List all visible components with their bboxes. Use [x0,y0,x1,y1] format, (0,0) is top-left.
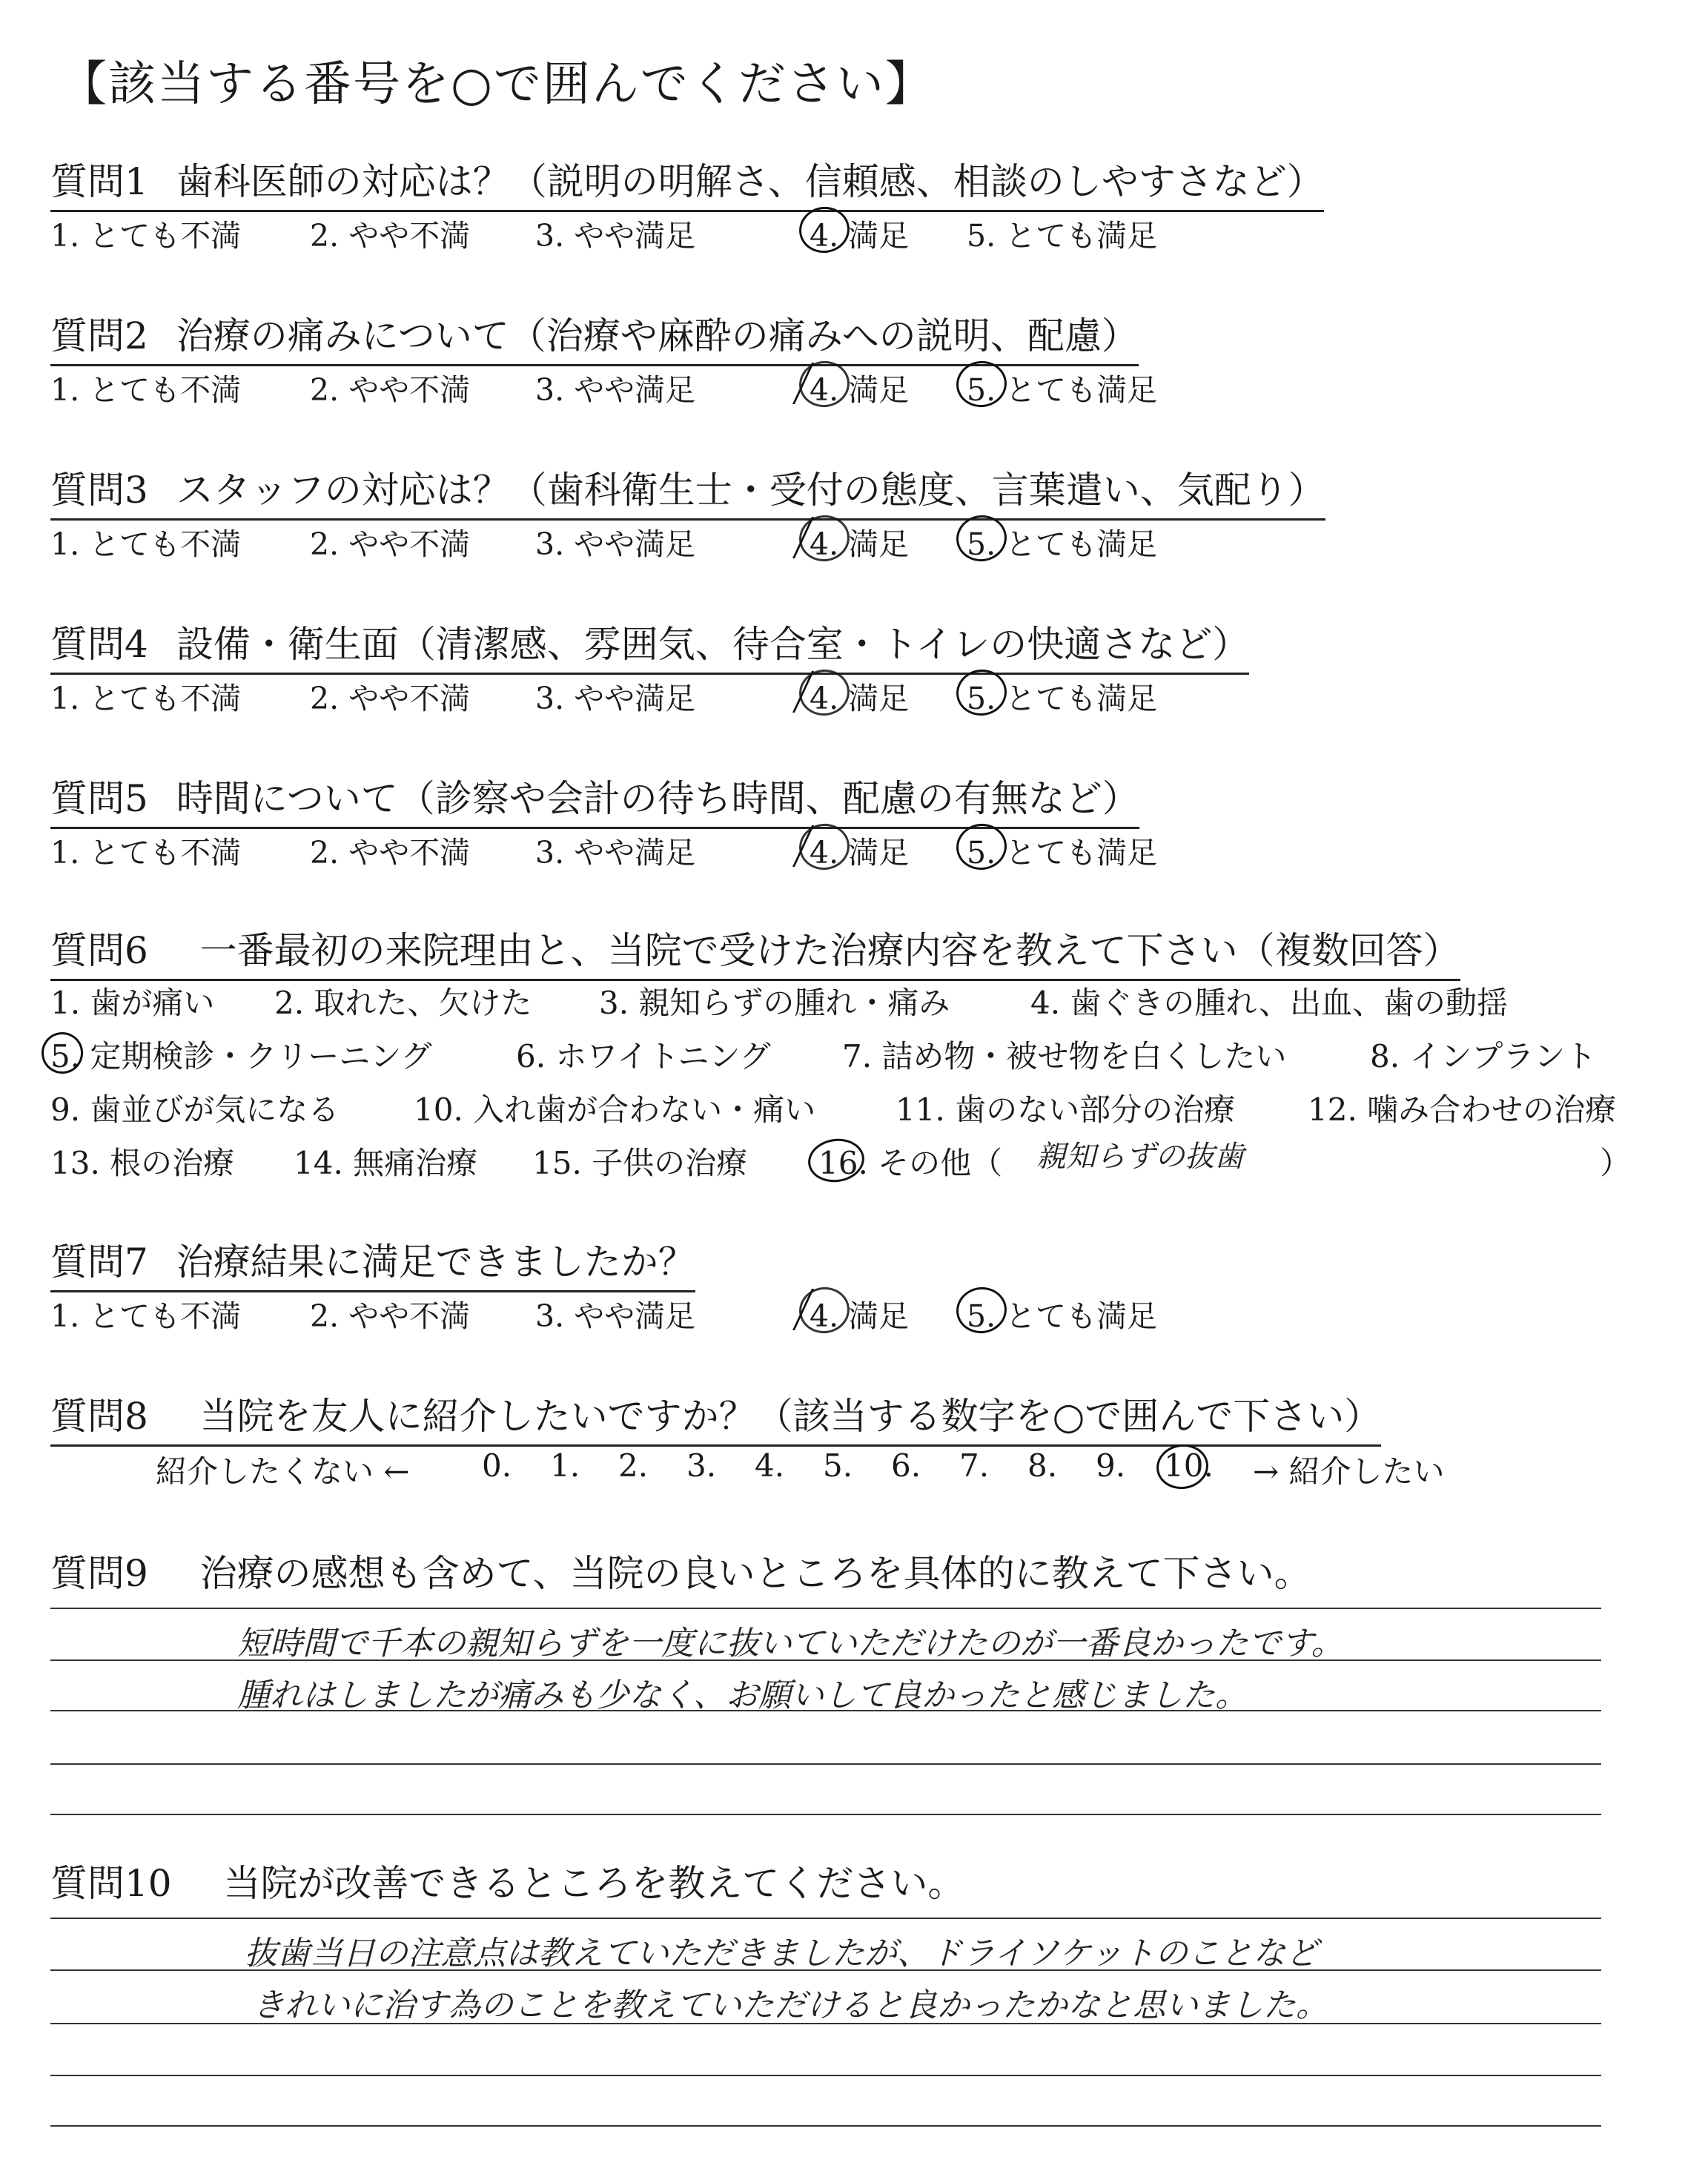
q10-text: 当院が改善できるところを教えてください。 [223,1862,965,1905]
q9-text: 治療の感想も含めて、当院の良いところを具体的に教えて下さい。 [199,1552,1311,1595]
q10-answer-line-2[interactable]: きれいに治す為のことを教えていただけると良かったかなと思いました。 [252,1986,1328,2024]
q8-scale-option-6[interactable]: 6. [891,1447,921,1484]
q7-option-4[interactable]: 4. 満足 [810,1292,909,1335]
q7-text: 治療結果に満足できましたか？ [176,1241,695,1284]
q3-label: 質問3 [50,469,148,512]
q4-option-4[interactable]: 4. 満足 [810,674,909,718]
q9-label: 質問9 [50,1552,148,1595]
q9-answer-line-2[interactable]: 腫れはしましたが痛みも少なく、お願いして良かったと感じました。 [237,1677,1248,1714]
q8-scale-option-8[interactable]: 8. [1027,1447,1058,1484]
answer-rule [50,1608,1601,1609]
answer-rule [50,1814,1601,1815]
q3-option-5[interactable]: 5. とても満足 [967,520,1157,564]
q2-option-1[interactable]: 1. とても不満 [50,372,242,408]
q8-scale-option-1[interactable]: 1. [550,1447,580,1484]
q6-option-5[interactable]: 5. 定期検診・クリーニング [50,1032,432,1077]
instruction-header: 【該当する番号を○で囲んでください】 [59,57,934,112]
answer-rule [50,2075,1601,2076]
q6-title [50,921,1460,981]
q7-label: 質問7 [50,1241,148,1284]
q5-option-5[interactable]: 5. とても満足 [967,828,1157,872]
q9-title [50,1544,1311,1602]
q1-option-3[interactable]: 3. やや満足 [535,218,696,254]
q1-label: 質問1 [50,160,148,203]
q2-title [50,306,1139,366]
q4-option-1[interactable]: 1. とても不満 [50,681,242,716]
q8-scale-option-7[interactable]: 7. [959,1447,990,1484]
q4-label: 質問4 [50,623,148,666]
q6-option-6[interactable]: 6. ホワイトニング [516,1038,771,1074]
q2-option-5[interactable]: 5. とても満足 [967,366,1157,409]
q8-scale-option-2[interactable]: 2. [618,1447,649,1484]
q1-option-5[interactable]: 5. とても満足 [967,218,1158,254]
q5-text: 時間について（診察や会計の待ち時間、配慮の有無など） [176,777,1139,820]
q6-text: 一番最初の来院理由と、当院で受けた治療内容を教えて下さい（複数回答） [199,929,1460,972]
q7-option-3[interactable]: 3. やや満足 [535,1298,696,1334]
q2-option-2[interactable]: 2. やや不満 [310,372,471,408]
q3-title [50,460,1325,521]
q1-text: 歯科医師の対応は？（説明の明解さ、信頼感、相談のしやすさなど） [176,160,1324,203]
q6-option-14[interactable]: 14. 無痛治療 [294,1145,478,1181]
q8-scale-option-5[interactable]: 5. [823,1447,853,1484]
q8-scale-option-3[interactable]: 3. [686,1447,717,1484]
q6-label: 質問6 [50,929,148,972]
q8-title [50,1387,1381,1447]
q5-option-1[interactable]: 1. とても不満 [50,835,242,871]
q8-scale-option-10[interactable]: 10. [1164,1447,1214,1484]
q8-scale-option-0[interactable]: 0. [482,1447,512,1484]
answer-rule [50,1918,1601,1919]
q3-option-3[interactable]: 3. やや満足 [535,526,696,562]
q5-option-3[interactable]: 3. やや満足 [535,835,696,871]
q6-option-15[interactable]: 15. 子供の治療 [532,1145,748,1181]
q5-label: 質問5 [50,777,148,820]
q5-title [50,769,1139,829]
q3-option-4[interactable]: 4. 満足 [810,520,909,564]
q4-text: 設備・衛生面（清潔感、雰囲気、待合室・トイレの快適さなど） [176,623,1250,666]
q1-option-1[interactable]: 1. とても不満 [50,218,242,254]
q5-option-2[interactable]: 2. やや不満 [310,835,471,871]
q8-left-label: 紹介したくない ← [156,1453,410,1490]
q8-scale-option-4[interactable]: 4. [755,1447,785,1484]
q10-answer-line-1[interactable]: 抜歯当日の注意点は教えていただきましたが、ドライソケットのことなど [245,1935,1319,1972]
q6-option-16[interactable]: 16. その他（ [818,1139,1002,1183]
answer-rule [50,2125,1601,2127]
q6-other-text[interactable]: 親知らずの抜歯 [1036,1140,1244,1174]
q6-option-9[interactable]: 9. 歯並びが気になる [50,1091,340,1128]
q4-option-3[interactable]: 3. やや満足 [535,681,696,716]
q1-option-2[interactable]: 2. やや不満 [310,218,471,254]
q3-option-1[interactable]: 1. とても不満 [50,526,242,562]
q6-option-12[interactable]: 12. 噛み合わせの治療 [1308,1091,1617,1128]
q6-option-13[interactable]: 13. 根の治療 [50,1145,235,1181]
q8-text: 当院を友人に紹介したいですか？（該当する数字を○で囲んで下さい） [199,1395,1382,1438]
q7-title [50,1232,695,1292]
q6-option-4[interactable]: 4. 歯ぐきの腫れ、出血、歯の動揺 [1030,985,1508,1021]
q6-option-1[interactable]: 1. 歯が痛い [50,985,215,1021]
q2-option-4[interactable]: 4. 満足 [810,366,909,409]
q1-title [50,152,1324,212]
q4-option-2[interactable]: 2. やや不満 [310,681,471,716]
q6-option-8[interactable]: 8. インプラント [1370,1038,1597,1074]
q4-title [50,615,1249,675]
q10-title [50,1854,964,1912]
q8-label: 質問8 [50,1395,148,1438]
q6-option-10[interactable]: 10. 入れ歯が合わない・痛い [414,1091,816,1128]
q6-option-3[interactable]: 3. 親知らずの腫れ・痛み [599,985,950,1021]
q2-text: 治療の痛みについて（治療や麻酔の痛みへの説明、配慮） [176,314,1139,357]
q1-option-4[interactable]: 4. 満足 [810,211,909,255]
answer-rule [50,1763,1601,1765]
q4-option-5[interactable]: 5. とても満足 [967,674,1157,718]
q8-right-label: → 紹介したい [1253,1453,1445,1490]
q7-option-1[interactable]: 1. とても不満 [50,1298,242,1334]
q8-scale-option-9[interactable]: 9. [1096,1447,1126,1484]
q2-option-3[interactable]: 3. やや満足 [535,372,696,408]
q3-text: スタッフの対応は？（歯科衛生士・受付の態度、言葉遣い、気配り） [176,469,1325,512]
q6-option-2[interactable]: 2. 取れた、欠けた [274,985,532,1021]
q6-option-11[interactable]: 11. 歯のない部分の治療 [896,1091,1236,1128]
q6-option-7[interactable]: 7. 詰め物・被せ物を白くしたい [842,1038,1287,1074]
q3-option-2[interactable]: 2. やや不満 [310,526,471,562]
q2-label: 質問2 [50,314,148,357]
q10-label: 質問10 [50,1862,172,1905]
q7-option-5[interactable]: 5. とても満足 [967,1292,1157,1335]
q9-answer-line-1[interactable]: 短時間で千本の親知らずを一度に抜いていただけたのが一番良かったです。 [237,1625,1344,1662]
q7-option-2[interactable]: 2. やや不満 [310,1298,471,1334]
q5-option-4[interactable]: 4. 満足 [810,828,909,872]
q6-other-close: ） [1600,1145,1632,1181]
